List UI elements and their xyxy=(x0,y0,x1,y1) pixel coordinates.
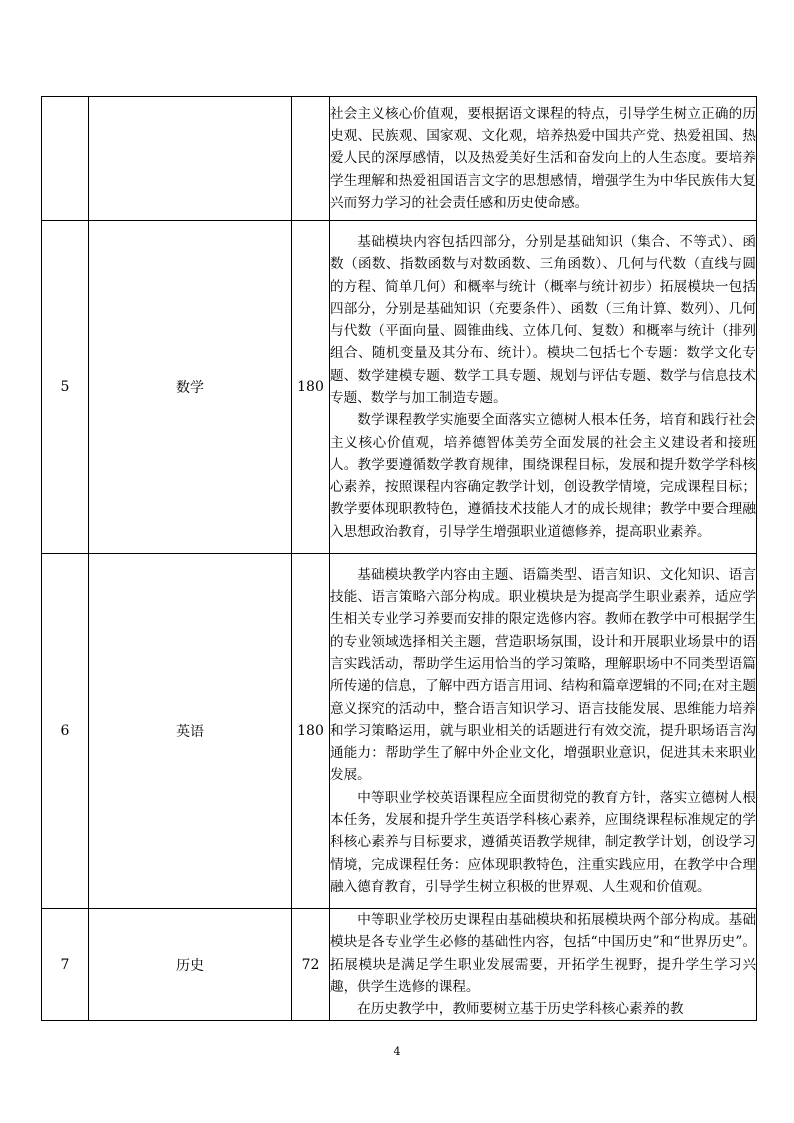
course-number xyxy=(42,97,89,221)
course-hours: 180 xyxy=(292,221,330,554)
course-name: 历史 xyxy=(89,909,292,1021)
course-name: 数学 xyxy=(89,221,292,554)
course-name xyxy=(89,97,292,221)
course-name: 英语 xyxy=(89,554,292,909)
table-row xyxy=(42,554,757,909)
description-paragraph: 在历史教学中，教师要树立基于历史学科核心素养的教 xyxy=(357,1001,684,1018)
course-number: 6 xyxy=(42,554,89,909)
course-hours: 72 xyxy=(292,909,330,1021)
course-hours xyxy=(292,97,330,221)
description-paragraph: 中等职业学校英语课程应全面贯彻党的教育方针，落实立德树人根本任务，发展和提升学生英语学科核心素养，应围绕课程标准规定的学科核心素养与目标要求，遵循英语教学规律，制定教学计划，创设学习情境，完成课程任务：应体现职教特色，注重实践应用，在教学中合理融入德育教育，引导学生树立积极的世界观、人生观和价值观。 xyxy=(330,789,756,895)
table-row xyxy=(42,909,757,1021)
page-number: 4 xyxy=(393,1045,401,1058)
course-description xyxy=(330,97,757,221)
description-paragraph: 基础模块内容包括四部分，分别是基础知识（集合、不等式）、函数（函数、指数函数与对数函数、三角函数）、几何与代数（直线与圆的方程、简单几何）和概率与统计（概率与统计初步）拓展模块一包括四部分，分别是基础知识（充要条件）、函数（三角计算、数列）、几何与代数（平面向量、圆锥曲线、立体几何、复数）和概率与统计（排列组合、随机变量及其分布、统计）。模块二包括七个专题：数学文化专题、数学建模专题、数学工具专题、规划与评估专题、数学与信息技术专题、数学与加工制造专题。 xyxy=(330,233,756,406)
course-hours: 180 xyxy=(292,554,330,909)
description-paragraph: 数学课程教学实施要全面落实立德树人根本任务，培育和践行社会主义核心价值观，培养德智体美劳全面发展的社会主义建设者和接班人。教学要遵循数学教育规律，围绕课程目标，发展和提升数学学科核心素养，按照课程内容确定教学计划，创设教学情境，完成课程目标；教学要体现职教特色，遵循技术技能人才的成长规律；教学中要合理融入思想政治教育，引导学生增强职业道德修养，提高职业素养。 xyxy=(330,412,756,540)
course-description xyxy=(330,221,757,554)
course-description xyxy=(330,554,757,909)
description-paragraph: 中等职业学校历史课程由基础模块和拓展模块两个部分构成。基础模块是各专业学生必修的基础性内容，包括“中国历史”和“世界历史”。拓展模块是满足学生职业发展需要，开拓学生视野，提升学生学习兴趣，供学生选修的课程。 xyxy=(330,912,756,995)
course-number: 5 xyxy=(42,221,89,554)
table-row xyxy=(42,97,757,221)
course-number: 7 xyxy=(42,909,89,1021)
description-paragraph: 社会主义核心价值观，要根据语文课程的特点，引导学生树立正确的历史观、民族观、国家观、文化观，培养热爱中国共产党、热爱祖国、热爱人民的深厚感情，以及热爱美好生活和奋发向上的人生态度。要培养学生理解和热爱祖国语言文字的思想感情，增强学生为中华民族伟大复兴而努力学习的社会责任感和历史使命感。 xyxy=(330,105,756,211)
curriculum-table xyxy=(41,96,757,1021)
table-row xyxy=(42,221,757,554)
course-description xyxy=(330,909,757,1021)
description-paragraph: 基础模块教学内容由主题、语篇类型、语言知识、文化知识、语言技能、语言策略六部分构成。职业模块是为提高学生职业素养，适应学生相关专业学习养要而安排的限定选修内容。教师在教学中可根据学生的专业领域选择相关主题，营造职场氛围，设计和开展职业场景中的语言实践活动，帮助学生运用恰当的学习策略，理解职场中不同类型语篇所传递的信息，了解中西方语言用词、结构和篇章逻辑的不同;在对主题意义探究的活动中，整合语言知识学习、语言技能发展、思维能力培养和学习策略运用，就与职业相关的话题进行有效交流，提升职场语言沟通能力：帮助学生了解中外企业文化，增强职业意识，促进其未来职业发展。 xyxy=(330,566,756,784)
